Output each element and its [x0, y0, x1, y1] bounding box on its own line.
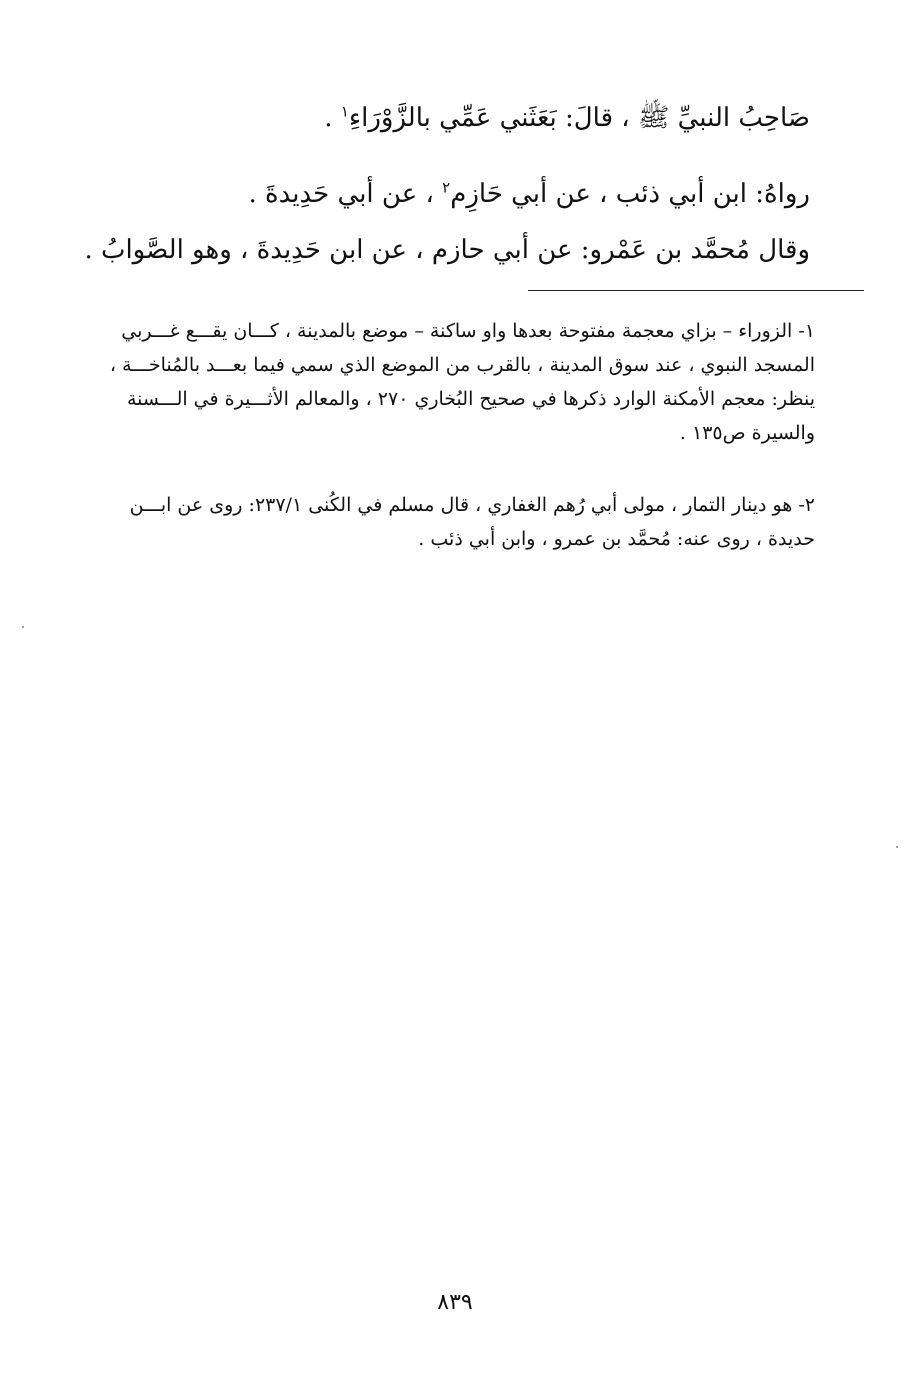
footnote-2-line-1: ٢- هو دينار التمار ، مولى أبي رُهم الغفاري ، قال مسلم في الكُنى ٢٣٧/١: روى عن ابـــن: [129, 494, 815, 516]
footnote-1: [88, 314, 815, 450]
body-line-2: [90, 176, 810, 212]
body-line-1-text: صَاحِبُ النبيِّ ﷺ ، قالَ: بَعَثَني عَمِّي بالزَّوْرَاءِ: [348, 103, 810, 133]
body-line-2-end: ، عن أبي حَدِيدةَ .: [248, 179, 443, 209]
body-line-2-text: رواهُ: ابن أبي ذئب ، عن أبي حَازِم: [450, 179, 810, 209]
footnote-1-line-1: ١- الزوراء – بزاي معجمة مفتوحة بعدها واو ساكنة – موضع بالمدينة ، كـــان يقـــع غـــربي: [121, 320, 815, 342]
footnote-separator: [528, 290, 864, 291]
footnote-ref-1[interactable]: ١: [340, 102, 349, 121]
scan-speck: [896, 846, 898, 848]
body-line-3: وقال مُحمَّد بن عَمْرو: عن أبي حازم ، عن ابن حَدِيدةَ ، وهو الصَّوابُ .: [84, 235, 810, 265]
body-line-1-end: .: [324, 103, 341, 133]
footnote-2: [88, 488, 815, 556]
page-number: ٨٣٩: [437, 1290, 473, 1315]
footnote-ref-2[interactable]: ٢: [442, 178, 451, 197]
scan-speck: [22, 626, 24, 628]
footnote-1-line-4: والسيرة ص١٣٥ .: [679, 422, 815, 444]
footnote-1-line-2: المسجد النبوي ، عند سوق المدينة ، بالقرب من الموضع الذي سمي فيما بعـــد بالمُناخـــة ،: [109, 354, 815, 376]
footnote-2-line-2: حديدة ، روى عنه: مُحمَّد بن عمرو ، وابن أبي ذئب .: [418, 528, 815, 550]
body-line-1: [90, 100, 810, 136]
footnote-1-line-3: ينظر: معجم الأمكنة الوارد ذكرها في صحيح البُخاري ٢٧٠ ، والمعالم الأثـــيرة في الـــسنة: [127, 388, 815, 410]
